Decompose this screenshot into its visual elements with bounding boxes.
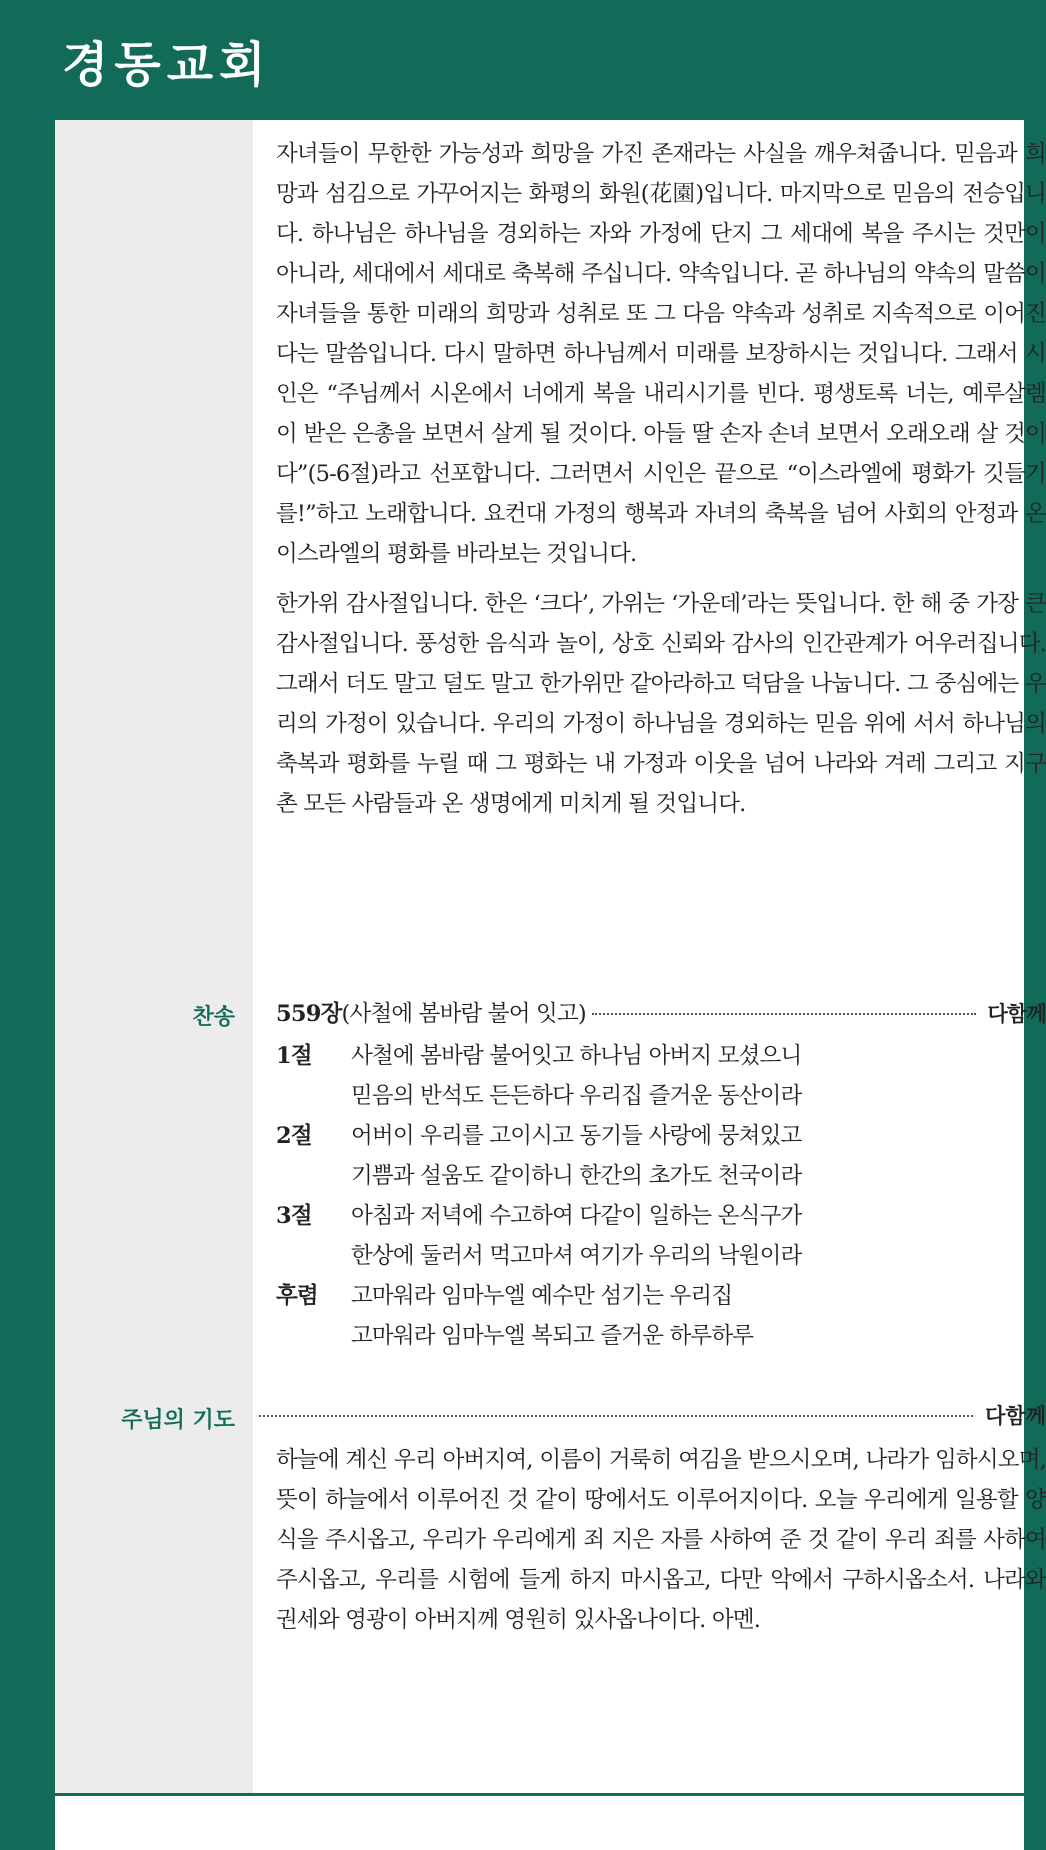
verse-line: 한상에 둘러서 먹고마셔 여기가 우리의 낙원이라 [351, 1243, 802, 1269]
hymn-refrain [276, 1276, 1046, 1356]
sermon-paragraph: 자녀들이 무한한 가능성과 희망을 가진 존재라는 사실을 깨우쳐줍니다. 믿음과 희망과 섬김으로 가꾸어지는 화평의 화원(花園)입니다. 마지막으로 믿음의 전승입니다. 하나님은 하나님을 경외하는 자와 가정에 단지 그 세대에 복을 주시는 것만이 아니라, 세대에서 세대로 축복해 주십니다. 약속입니다. 곧 하나님의 약속의 말씀이 자녀들을 통한 미래의 희망과 성취로 또 그 다음 약속과 성취로 지속적으로 이어진다는 말씀입니다. 다시 말하면 하나님께서 미래를 보장하시는 것입니다. 그래서 시인은 “주님께서 시온에서 너에게 복을 내리시기를 빈다. 평생토록 너는, 예루살렘이 받은 은총을 보면서 살게 될 것이다. 아들 딸 손자 손녀 보면서 오래오래 살 것이다”(5-6절)라고 선포합니다. 그러면서 시인은 끝으로 “이스라엘에 평화가 깃들기를!”하고 노래합니다. 요컨대 가정의 행복과 자녀의 축복을 넘어 사회의 안정과 온 이스라엘의 평화를 바라보는 것입니다. [276, 141, 1046, 567]
hymn-together: 다함께 [987, 1002, 1046, 1026]
hymn-section-label: 찬송 [192, 1005, 235, 1030]
sidebar-column [55, 120, 253, 1795]
leader-dots [592, 1013, 976, 1015]
leader-dots [259, 1415, 973, 1417]
prayer-section-label: 주님의 기도 [121, 1408, 235, 1433]
verse-line: 사철에 봄바람 불어잇고 하나님 아버지 모셨으니 [351, 1043, 802, 1069]
sermon-paragraph: 한가위 감사절입니다. 한은 ‘크다’, 가위는 ‘가운데’라는 뜻입니다. 한 해 중 가장 큰 감사절입니다. 풍성한 음식과 놀이, 상호 신뢰와 감사의 인간관계가 어우러집니다. 그래서 더도 말고 덜도 말고 한가위만 같아라하고 덕담을 나눕니다. 그 중심에는 우리의 가정이 있습니다. 우리의 가정이 하나님을 경외하는 믿음 위에 서서 하나님의 축복과 평화를 누릴 때 그 평화는 내 가정과 이웃을 넘어 나라와 겨레 그리고 지구촌 모든 사람들과 온 생명에게 미치게 될 것입니다. [276, 591, 1046, 817]
hymn-header [276, 996, 1046, 1036]
verse-label: 1절 [276, 1043, 312, 1069]
sermon-body [276, 134, 1046, 824]
hymn-section [276, 996, 1046, 1356]
prayer-together: 다함께 [985, 1404, 1046, 1428]
header [0, 0, 1024, 120]
hymn-verse [276, 1036, 1046, 1116]
bulletin-page [55, 120, 1046, 1850]
verse-line: 믿음의 반석도 든든하다 우리집 즐거운 동산이라 [351, 1083, 802, 1109]
hymn-verse [276, 1116, 1046, 1196]
verse-line: 기쁨과 설움도 같이하니 한간의 초가도 천국이라 [351, 1163, 802, 1189]
verse-label: 3절 [276, 1203, 312, 1229]
hymn-title: (사철에 봄바람 불어 잇고) [341, 1001, 586, 1027]
prayer-header [253, 1400, 1046, 1440]
bottom-divider [55, 1793, 1024, 1796]
church-logo: 경동교회 [62, 37, 272, 93]
verse-line: 고마워라 임마누엘 복되고 즐거운 하루하루 [351, 1323, 754, 1349]
verse-label: 2절 [276, 1123, 312, 1149]
hymn-number: 559장 [276, 1001, 342, 1027]
verse-line: 아침과 저녁에 수고하여 다같이 일하는 온식구가 [351, 1203, 802, 1229]
verse-label: 후렴 [276, 1283, 318, 1309]
lords-prayer-text: 하늘에 계신 우리 아버지여, 이름이 거룩히 여김을 받으시오며, 나라가 임하시오며, 뜻이 하늘에서 이루어진 것 같이 땅에서도 이루어지이다. 오늘 우리에게 일용할 양식을 주시옵고, 우리가 우리에게 죄 지은 자를 사하여 준 것 같이 우리 죄를 사하여 주시옵고, 우리를 시험에 들게 하지 마시옵고, 다만 악에서 구하시옵소서. 나라와 권세와 영광이 아버지께 영원히 있사옵나이다. 아멘. [276, 1447, 1046, 1633]
verse-line: 고마워라 임마누엘 예수만 섬기는 우리집 [351, 1283, 733, 1309]
verse-line: 어버이 우리를 고이시고 동기들 사랑에 뭉쳐있고 [351, 1123, 802, 1149]
hymn-verse [276, 1196, 1046, 1276]
